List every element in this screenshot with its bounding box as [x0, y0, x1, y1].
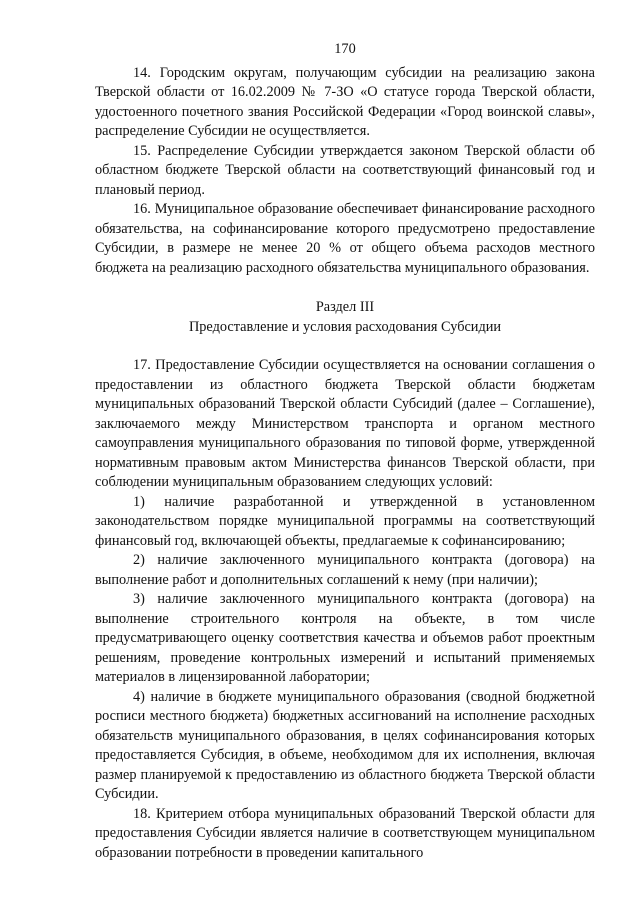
- paragraph-18: 18. Критерием отбора муниципальных образований Тверской области для предоставления Субсидии является наличие в соответствующем муниципальном образовании потребности в проведении капитального: [95, 805, 595, 861]
- spacer: [95, 337, 595, 356]
- list-item-1: 1) наличие разработанной и утвержденной в установленном законодательством порядке муниципальной программы на соответствующий финансовый год, включающей объекты, предлагаемые к софинансированию;: [95, 493, 595, 549]
- paragraph-14: 14. Городским округам, получающим субсидии на реализацию закона Тверской области от 16.02.2009 № 7-ЗО «О статусе города Тверской области, удостоенного почетного звания Российской Федерации «Город воинской славы», распределение Субсидии не осуществляется.: [95, 64, 595, 139]
- section-title: Раздел III: [315, 299, 375, 315]
- list-item-2: 2) наличие заключенного муниципального контракта (договора) на выполнение работ и дополнительных соглашений к нему (при наличии);: [95, 552, 595, 588]
- spacer: [95, 278, 595, 298]
- page-number: 170: [334, 41, 356, 57]
- paragraph-16: 16. Муниципальное образование обеспечивает финансирование расходного обязательства, на софинансирование которого предусмотрено предоставление Субсидии, в размере не менее 20 % от общего объема расходов местного бюджета на реализацию расходного обязательства муниципального образования.: [95, 201, 595, 276]
- paragraph-15: 15. Распределение Субсидии утверждается законом Тверской области об областном бюджете Тверской области на соответствующий финансовый год и плановый период.: [95, 142, 595, 198]
- paragraph-17: 17. Предоставление Субсидии осуществляется на основании соглашения о предоставлении из областного бюджета Тверской области бюджетам муниципальных образований Тверской области Субсидий (далее – Соглашение), заключаемого между Министерством транспорта и органом местного самоуправления муниципального образования по типовой форме, утвержденной нормативным правовым актом Министерства финансов Тверской области, при соблюдении муниципальным образованием следующих условий:: [95, 357, 595, 490]
- list-item-3: 3) наличие заключенного муниципального контракта (договора) на выполнение строительного контроля на объекте, в том числе предусматривающего оценку соответствия качества и объемов работ проектным решениям, проведение контрольных измерений и испытаний применяемых материалов в лицензированной лаборатории;: [95, 591, 595, 685]
- list-item-4: 4) наличие в бюджете муниципального образования (сводной бюджетной росписи местного бюджета) бюджетных ассигнований на исполнение расходных обязательств муниципального образования, в целях софинансирования которых предоставляется Субсидия, в объеме, необходимом для их исполнения, включая размер планируемой к предоставлению из областного бюджета Тверской области Субсидии.: [95, 688, 595, 802]
- section-subtitle: Предоставление и условия расходования Субсидии: [188, 318, 502, 335]
